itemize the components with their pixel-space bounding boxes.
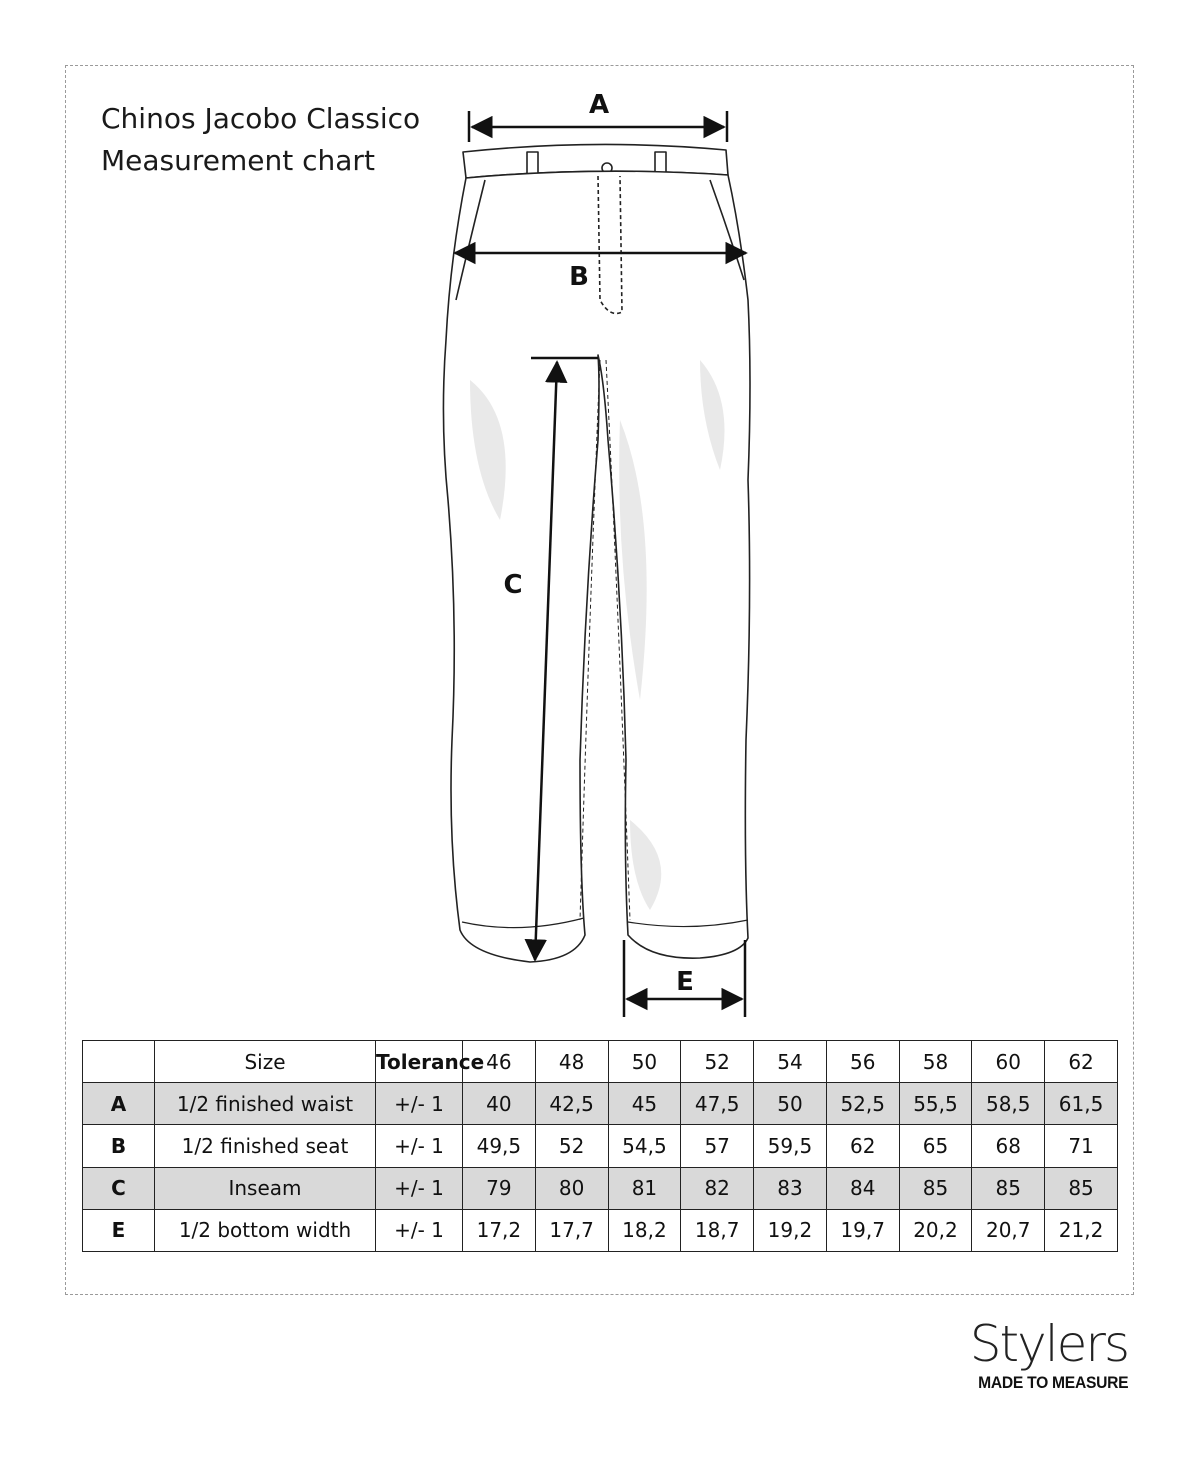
table-cell: 83 [754,1167,827,1209]
table-row [83,1125,1118,1167]
header-size-value: 58 [899,1041,972,1083]
table-cell: 59,5 [754,1125,827,1167]
row-code: E [83,1209,155,1251]
table-cell: 19,7 [826,1209,899,1251]
row-tolerance: +/- 1 [376,1125,463,1167]
table-cell: 49,5 [463,1125,536,1167]
brand-logo [965,1315,1128,1393]
table-cell: 19,2 [754,1209,827,1251]
header-size: Size [155,1041,376,1083]
table-cell: 52 [535,1125,608,1167]
row-label: 1/2 finished waist [155,1083,376,1125]
table-cell: 45 [608,1083,681,1125]
row-label: Inseam [155,1167,376,1209]
header-size-value: 50 [608,1041,681,1083]
row-label: 1/2 finished seat [155,1125,376,1167]
table-cell: 71 [1045,1125,1118,1167]
table-cell: 85 [899,1167,972,1209]
table-cell: 80 [535,1167,608,1209]
table-cell: 42,5 [535,1083,608,1125]
brand-name: Stylers [969,1315,1128,1373]
table-cell: 79 [463,1167,536,1209]
header-size-value: 56 [826,1041,899,1083]
table-cell: 18,7 [681,1209,754,1251]
table-cell: 84 [826,1167,899,1209]
row-label: 1/2 bottom width [155,1209,376,1251]
table-row [83,1209,1118,1251]
dimension-label-a: A [588,90,610,120]
table-cell: 65 [899,1125,972,1167]
table-cell: 47,5 [681,1083,754,1125]
table-cell: 55,5 [899,1083,972,1125]
table-cell: 81 [608,1167,681,1209]
table-cell: 17,7 [535,1209,608,1251]
header-size-value: 52 [681,1041,754,1083]
row-tolerance: +/- 1 [376,1209,463,1251]
table-cell: 58,5 [972,1083,1045,1125]
dimension-label-e: E [676,967,694,997]
table-cell: 82 [681,1167,754,1209]
chart-title: Chinos Jacobo Classico [101,102,421,135]
header-size-value: 60 [972,1041,1045,1083]
table-cell: 52,5 [826,1083,899,1125]
header-empty-cell [83,1041,155,1083]
row-code: B [83,1125,155,1167]
chart-subtitle: Measurement chart [101,144,375,177]
table-cell: 62 [826,1125,899,1167]
table-cell: 57 [681,1125,754,1167]
table-cell: 40 [463,1083,536,1125]
row-tolerance: +/- 1 [376,1167,463,1209]
table-cell: 18,2 [608,1209,681,1251]
table-cell: 61,5 [1045,1083,1118,1125]
table-cell: 54,5 [608,1125,681,1167]
brand-tagline: MADE TO MEASURE [977,1373,1128,1392]
row-tolerance: +/- 1 [376,1083,463,1125]
trousers-illustration [443,144,750,962]
table-cell: 50 [754,1083,827,1125]
header-size-value: 62 [1045,1041,1118,1083]
table-cell: 68 [972,1125,1045,1167]
header-size-value: 54 [754,1041,827,1083]
table-cell: 20,7 [972,1209,1045,1251]
row-code: C [83,1167,155,1209]
header-size-value: 48 [535,1041,608,1083]
dimension-label-b: B [569,262,589,292]
dimension-label-c: C [503,570,523,600]
table-cell: 21,2 [1045,1209,1118,1251]
table-cell: 17,2 [463,1209,536,1251]
header-size-value: 46 [463,1041,536,1083]
table-row [83,1083,1118,1125]
trouser-body [443,171,750,962]
table-row [83,1167,1118,1209]
table-cell: 85 [972,1167,1045,1209]
table-cell: 20,2 [899,1209,972,1251]
table-header-row [83,1041,1118,1083]
table-cell: 85 [1045,1167,1118,1209]
header-tolerance: Tolerance [376,1041,463,1083]
row-code: A [83,1083,155,1125]
measurement-table [82,1040,1118,1252]
